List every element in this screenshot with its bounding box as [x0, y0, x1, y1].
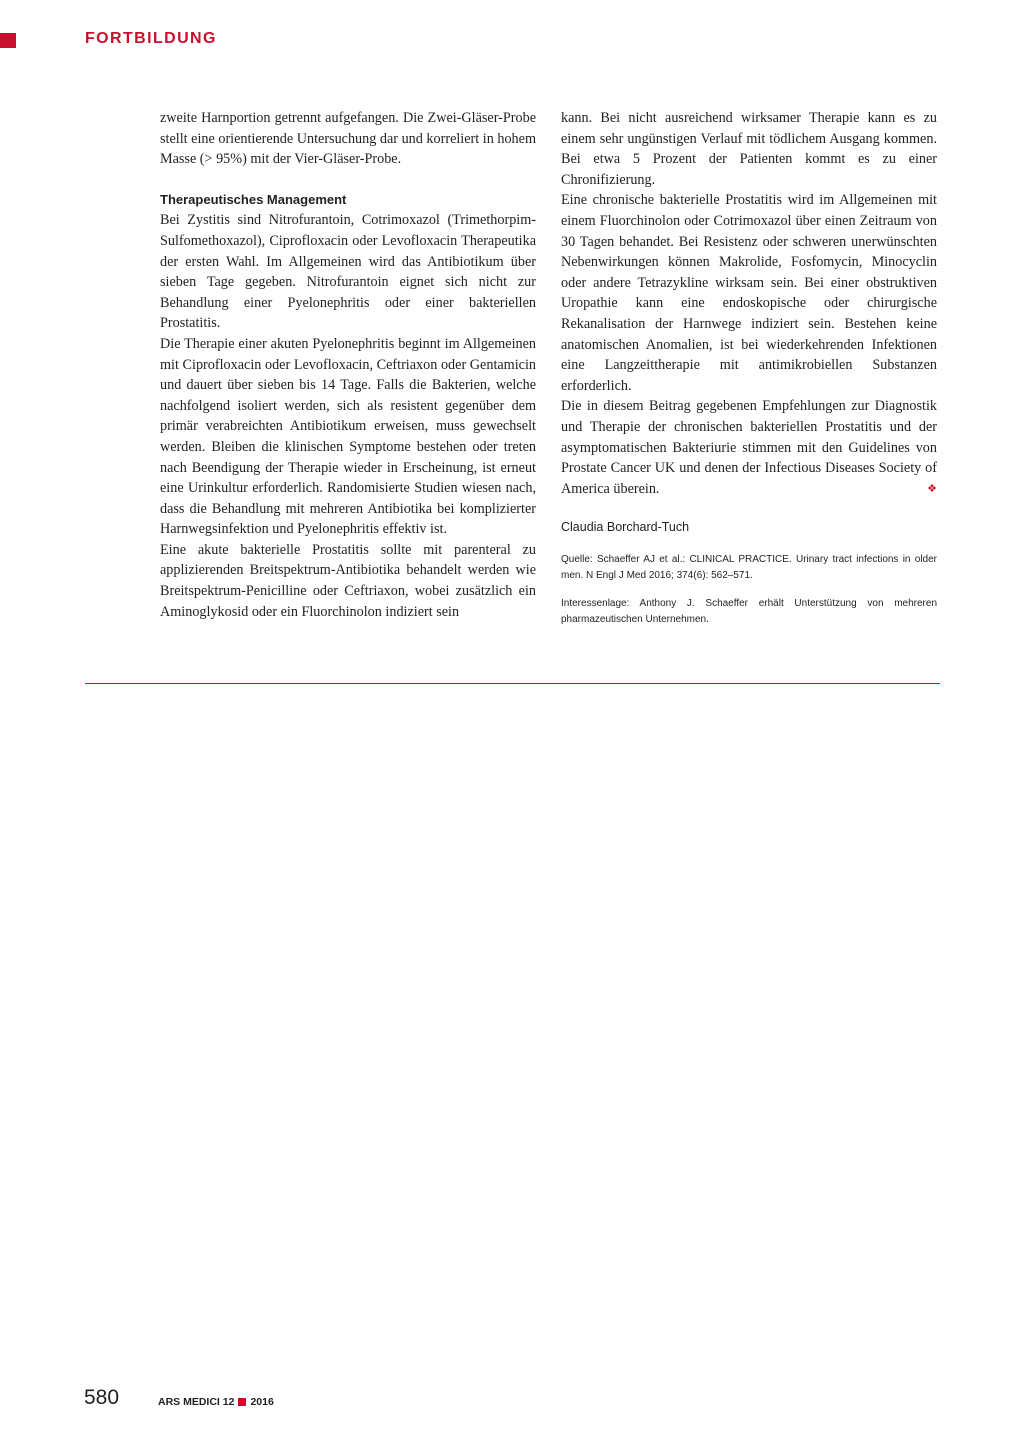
section-marker-square [0, 33, 16, 48]
end-of-article-icon: ❖ [927, 482, 937, 495]
journal-footer [158, 1396, 274, 1408]
conflict-note: Interessenlage: Anthony J. Schaeffer erhält Unterstützung von mehreren pharmazeutischen Unternehmen. [561, 597, 937, 625]
left-column [160, 108, 536, 622]
paragraph: Eine chronische bakterielle Prostatitis wird im Allgemeinen mit einem Fluorchinolon oder Cotrimoxazol über einen Zeitraum von 30 Tagen behandet. Bei Resistenz oder schweren unerwünschten Nebenwirkungen können Makrolide, Fosfomycin, Minocyclin oder andere Tetrazykline wirksam sein. Bei einer obstruktiven Uropathie kann eine endoskopische oder chirurgische Rekanalisation der Harnwege indiziert sein. Bestehen keine anatomischen Anomalien, ist bei wiederkehrenden Infektionen eine Langzeittherapie mit antimikrobiellen Substanzen erforderlich. [561, 192, 937, 394]
page-number: 580 [84, 1386, 120, 1409]
journal-year: 2016 [250, 1396, 274, 1408]
paragraph: zweite Harnportion getrennt aufgefangen. Die Zwei-Gläser-Probe stellt eine orientierende Untersuchung dar und korreliert in hohem Masse (> 95%) mit der Vier-Gläser-Probe. [160, 110, 536, 168]
source-note: Quelle: Schaeffer AJ et al.: CLINICAL PRACTICE. Urinary tract infections in older men. N Engl J Med 2016; 374(6): 562–571. [561, 553, 937, 581]
paragraph: Eine akute bakterielle Prostatitis sollte mit parenteral zu applizierenden Breitspektrum-Antibiotika behandelt werden wie Breitspektrum-Penicilline oder Ceftriaxon, wobei zusätzlich ein Aminoglykosid oder ein Fluorchinolon indiziert sein [160, 541, 536, 620]
subheading: Therapeutisches Management [160, 191, 347, 207]
right-column [561, 108, 937, 628]
paragraph: kann. Bei nicht ausreichend wirksamer Therapie kann es zu einem sehr ungünstigen Verlauf mit tödlichem Ausgang kommen. Bei etwa 5 Prozent der Patienten kommt es zu einer Chronifizierung. [561, 110, 937, 188]
paragraph-last [561, 396, 937, 499]
paragraph: Die Therapie einer akuten Pyelonephritis beginnt im Allgemeinen mit Ciprofloxacin oder Levofloxacin, Ceftriaxon oder Gentamicin und dauert über sieben bis 14 Tage. Falls die Bakterien, welche nachfolgend isoliert werden, sich als resistent gegenüber dem primär verabreichten Antibiotikum erweisen, muss gewechselt werden. Bleiben die klinischen Symptome bestehen oder treten nach Beendigung der Therapie wieder in Erscheinung, ist erneut eine Urinkultur erforderlich. Randomisierte Studien wiesen nach, dass die Behandlung mit mehreren Antibiotika bei komplizierter Harnwegsinfektion und Pyelonephritis effektiv ist. [160, 335, 536, 538]
paragraph: Bei Zystitis sind Nitrofurantoin, Cotrimoxazol (Trimethorpim-Sulfomethoxazol), Ciprofloxacin oder Levofloxacin Therapeutika der ersten Wahl. Im Allgemeinen wird das Antibiotikum über sieben Tage gegeben. Nitrofurantoin eignet sich nicht zur Behandlung einer Pyelonephritis oder einer bakteriellen Prostatitis. [160, 212, 536, 332]
footer-square-icon [238, 1398, 246, 1406]
section-divider [85, 683, 940, 684]
section-title: FORTBILDUNG [85, 30, 217, 47]
author-name: Claudia Borchard-Tuch [561, 520, 690, 535]
paragraph-text: Die in diesem Beitrag gegebenen Empfehlungen zur Diagnostik und Therapie der chronischen bakteriellen Prostatitis und der asymptomatischen Bakteriurie stimmen mit den Guidelines von Prostate Cancer UK und denen der Infectious Diseases Society of America überein. [561, 398, 937, 497]
journal-name: ARS MEDICI 12 [158, 1396, 235, 1408]
